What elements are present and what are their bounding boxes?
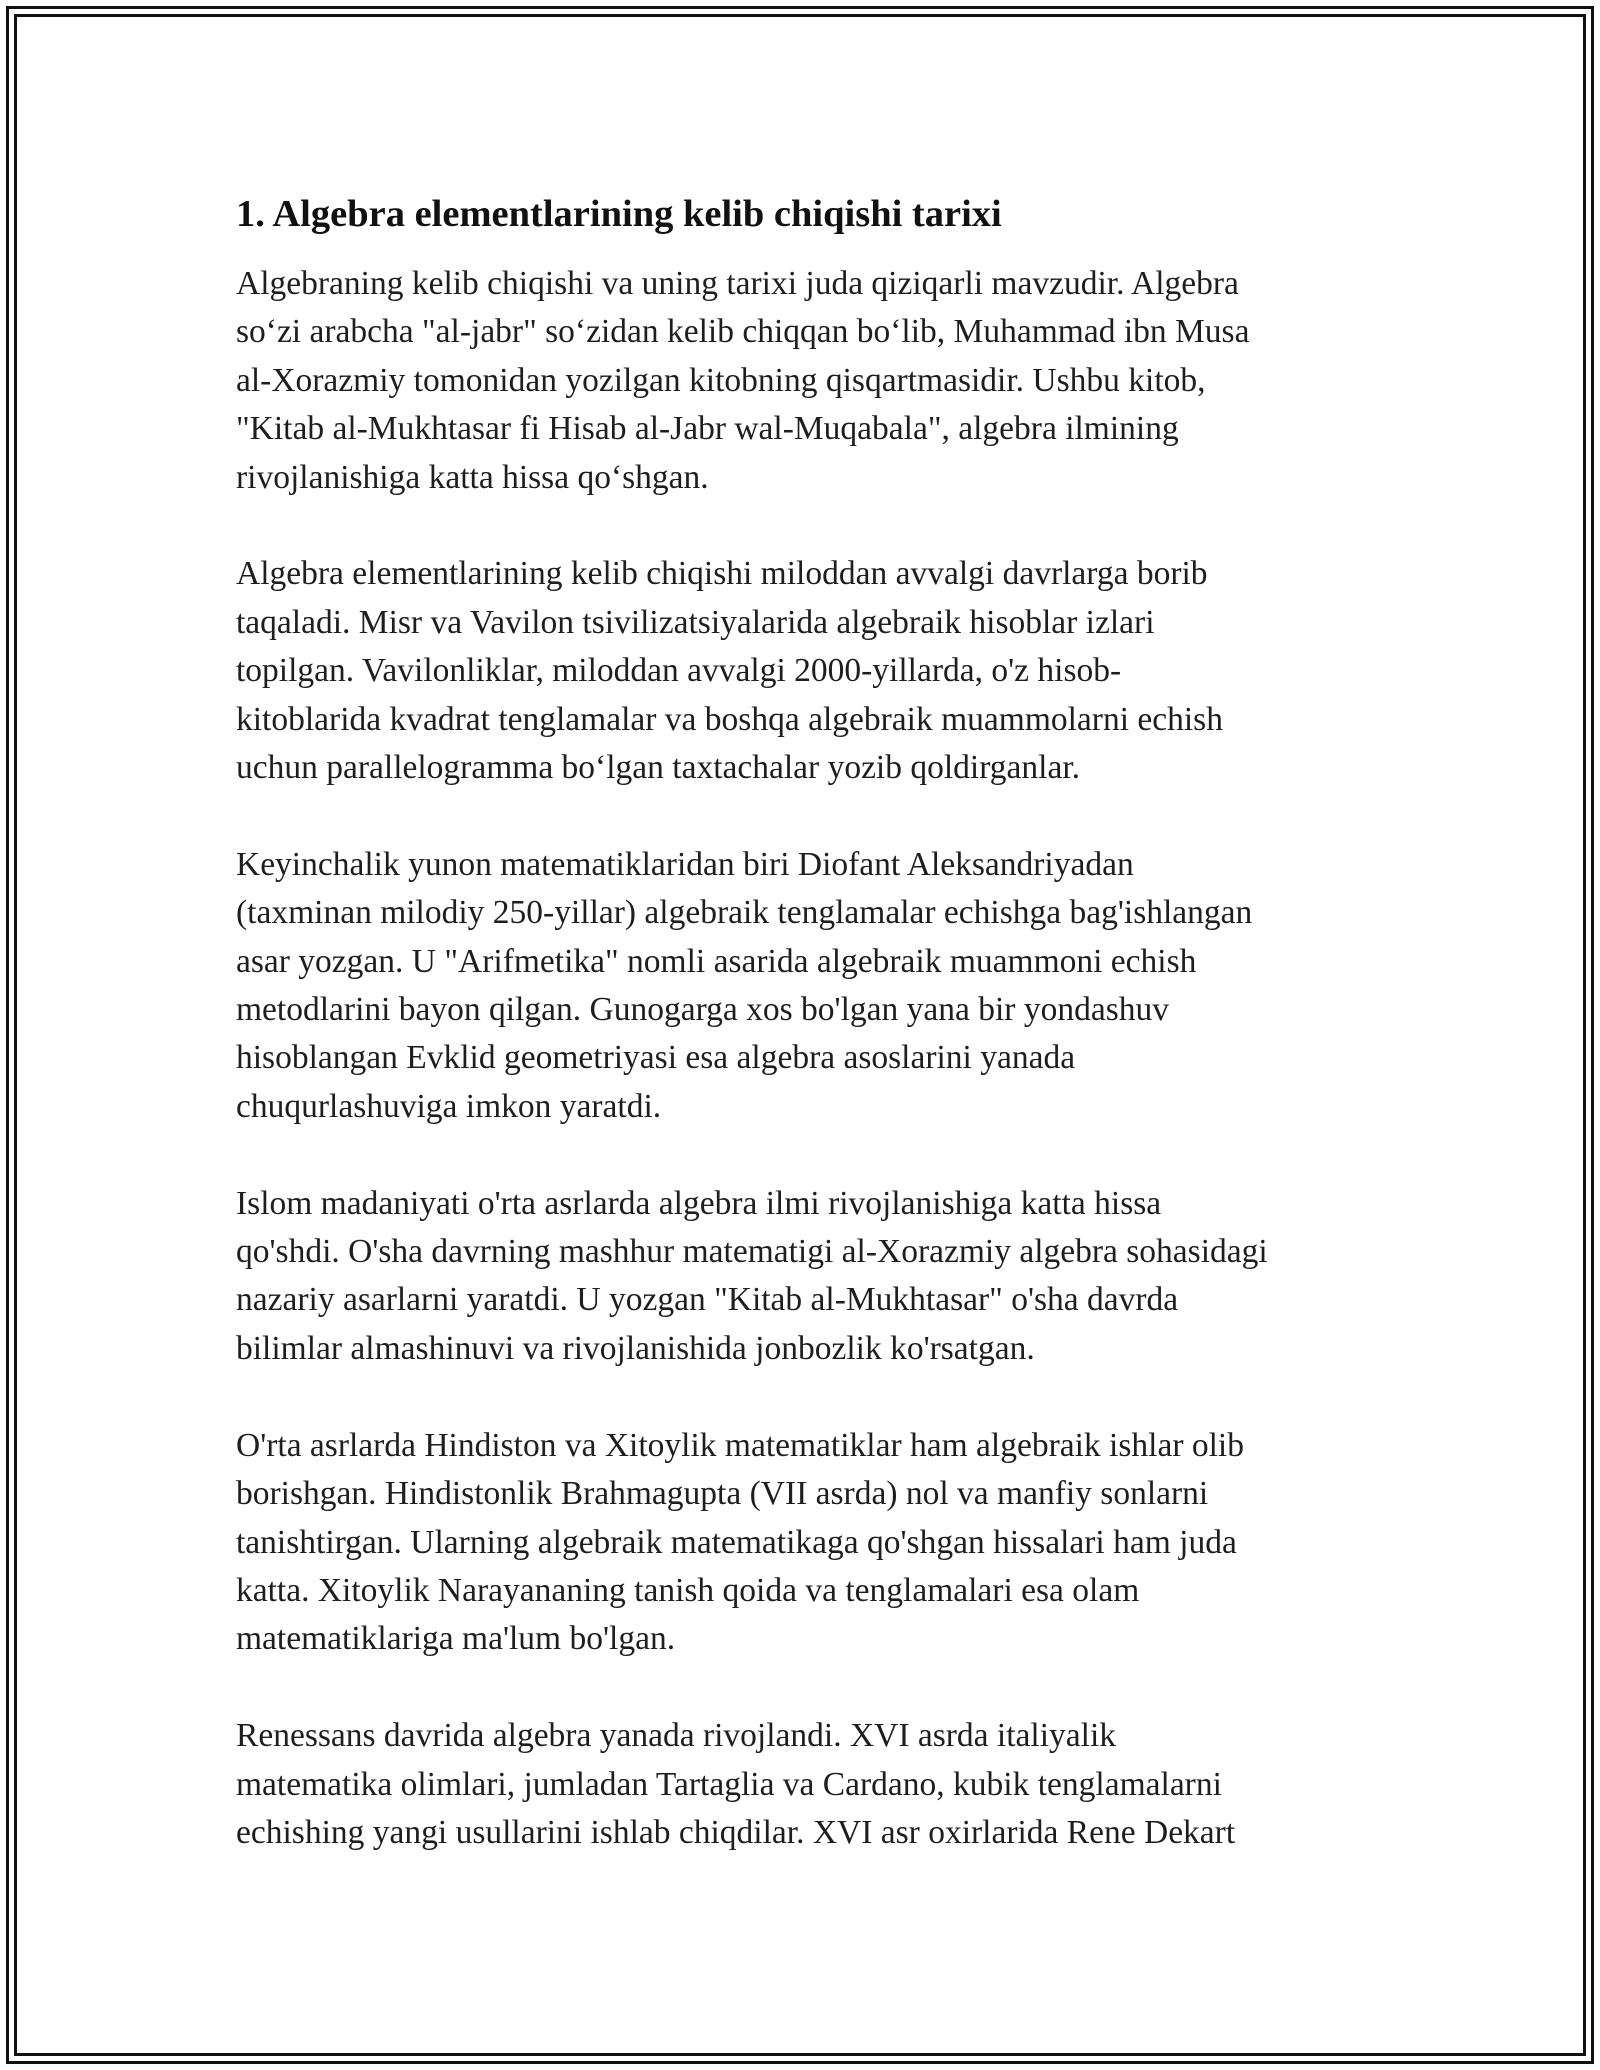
text-line: qo'shdi. O'sha davrning mashhur matematigi al-Xorazmiy algebra sohasidagi: [236, 1233, 1268, 1271]
text-line: tanishtirgan. Ularning algebraik matematikaga qo'shgan hissalari ham juda: [236, 1523, 1237, 1561]
text-line: kitoblarida kvadrat tenglamalar va boshqa algebraik muammolarni echish: [236, 700, 1223, 738]
text-line: Renessans davrida algebra yanada rivojlandi. XVI asrda italiyalik: [236, 1717, 1116, 1755]
text-line: so‘zi arabcha "al-jabr" so‘zidan kelib chiqqan bo‘lib, Muhammad ibn Musa: [236, 313, 1250, 351]
text-line: Keyinchalik yunon matematiklaridan biri Diofant Aleksandriyadan: [236, 845, 1134, 883]
paragraph: [236, 1180, 1376, 1374]
text-line: matematika olimlari, jumladan Tartaglia va Cardano, kubik tenglamalarni: [236, 1765, 1222, 1803]
text-line: Algebraning kelib chiqishi va uning tarixi juda qiziqarli mavzudir. Algebra: [236, 265, 1239, 302]
paragraph: [236, 550, 1376, 792]
text-line: katta. Xitoylik Narayananing tanish qoida va tenglamalari esa olam: [236, 1571, 1140, 1609]
paragraph: [236, 260, 1376, 502]
text-line: uchun parallelogramma bo‘lgan taxtachalar yozib qoldirganlar.: [236, 749, 1081, 787]
text-line: al-Xorazmiy tomonidan yozilgan kitobning qisqartmasidir. Ushbu kitob,: [236, 361, 1206, 399]
text-line: O'rta asrlarda Hindiston va Xitoylik matematiklar ham algebraik ishlar olib: [236, 1426, 1244, 1464]
document-body: [236, 190, 1376, 1906]
text-line: Islom madaniyati o'rta asrlarda algebra ilmi rivojlanishiga katta hissa: [236, 1184, 1162, 1222]
text-line: metodlarini bayon qilgan. Gunogarga xos bo'lgan yana bir yondashuv: [236, 991, 1169, 1029]
section-heading: 1. Algebra elementlarining kelib chiqishi tarixi: [236, 193, 1002, 235]
text-line: (taxminan milodiy 250-yillar) algebraik tenglamalar echishga bag'ishlangan: [236, 894, 1253, 932]
text-line: topilgan. Vavilonliklar, miloddan avvalgi 2000-yillarda, o'z hisob-: [236, 652, 1122, 690]
text-line: echishing yangi usullarini ishlab chiqdilar. XVI asr oxirlarida Rene Dekart: [236, 1813, 1236, 1851]
text-line: borishgan. Hindistonlik Brahmagupta (VII asrda) nol va manfiy sonlarni: [236, 1475, 1209, 1513]
paragraph: [236, 1712, 1376, 1857]
paragraph: [236, 841, 1376, 1131]
text-line: Algebra elementlarining kelib chiqishi miloddan avvalgi davrlarga borib: [236, 555, 1208, 593]
text-line: "Kitab al-Mukhtasar fi Hisab al-Jabr wal-Muqabala", algebra ilmining: [236, 410, 1179, 448]
text-line: bilimlar almashinuvi va rivojlanishida jonbozlik ko'rsatgan.: [236, 1329, 1035, 1367]
text-line: chuqurlashuviga imkon yaratdi.: [236, 1087, 662, 1125]
text-line: hisoblangan Evklid geometriyasi esa algebra asoslarini yanada: [236, 1039, 1076, 1077]
text-line: taqaladi. Misr va Vavilon tsivilizatsiyalarida algebraik hisoblar izlari: [236, 603, 1155, 641]
text-line: nazariy asarlarni yaratdi. U yozgan "Kitab al-Mukhtasar" o'sha davrda: [236, 1281, 1179, 1319]
paragraph: [236, 1422, 1376, 1664]
text-line: asar yozgan. U "Arifmetika" nomli asarida algebraik muammoni echish: [236, 942, 1197, 980]
text-line: rivojlanishiga katta hissa qo‘shgan.: [236, 458, 709, 496]
text-line: matematiklariga ma'lum bo'lgan.: [236, 1620, 676, 1658]
